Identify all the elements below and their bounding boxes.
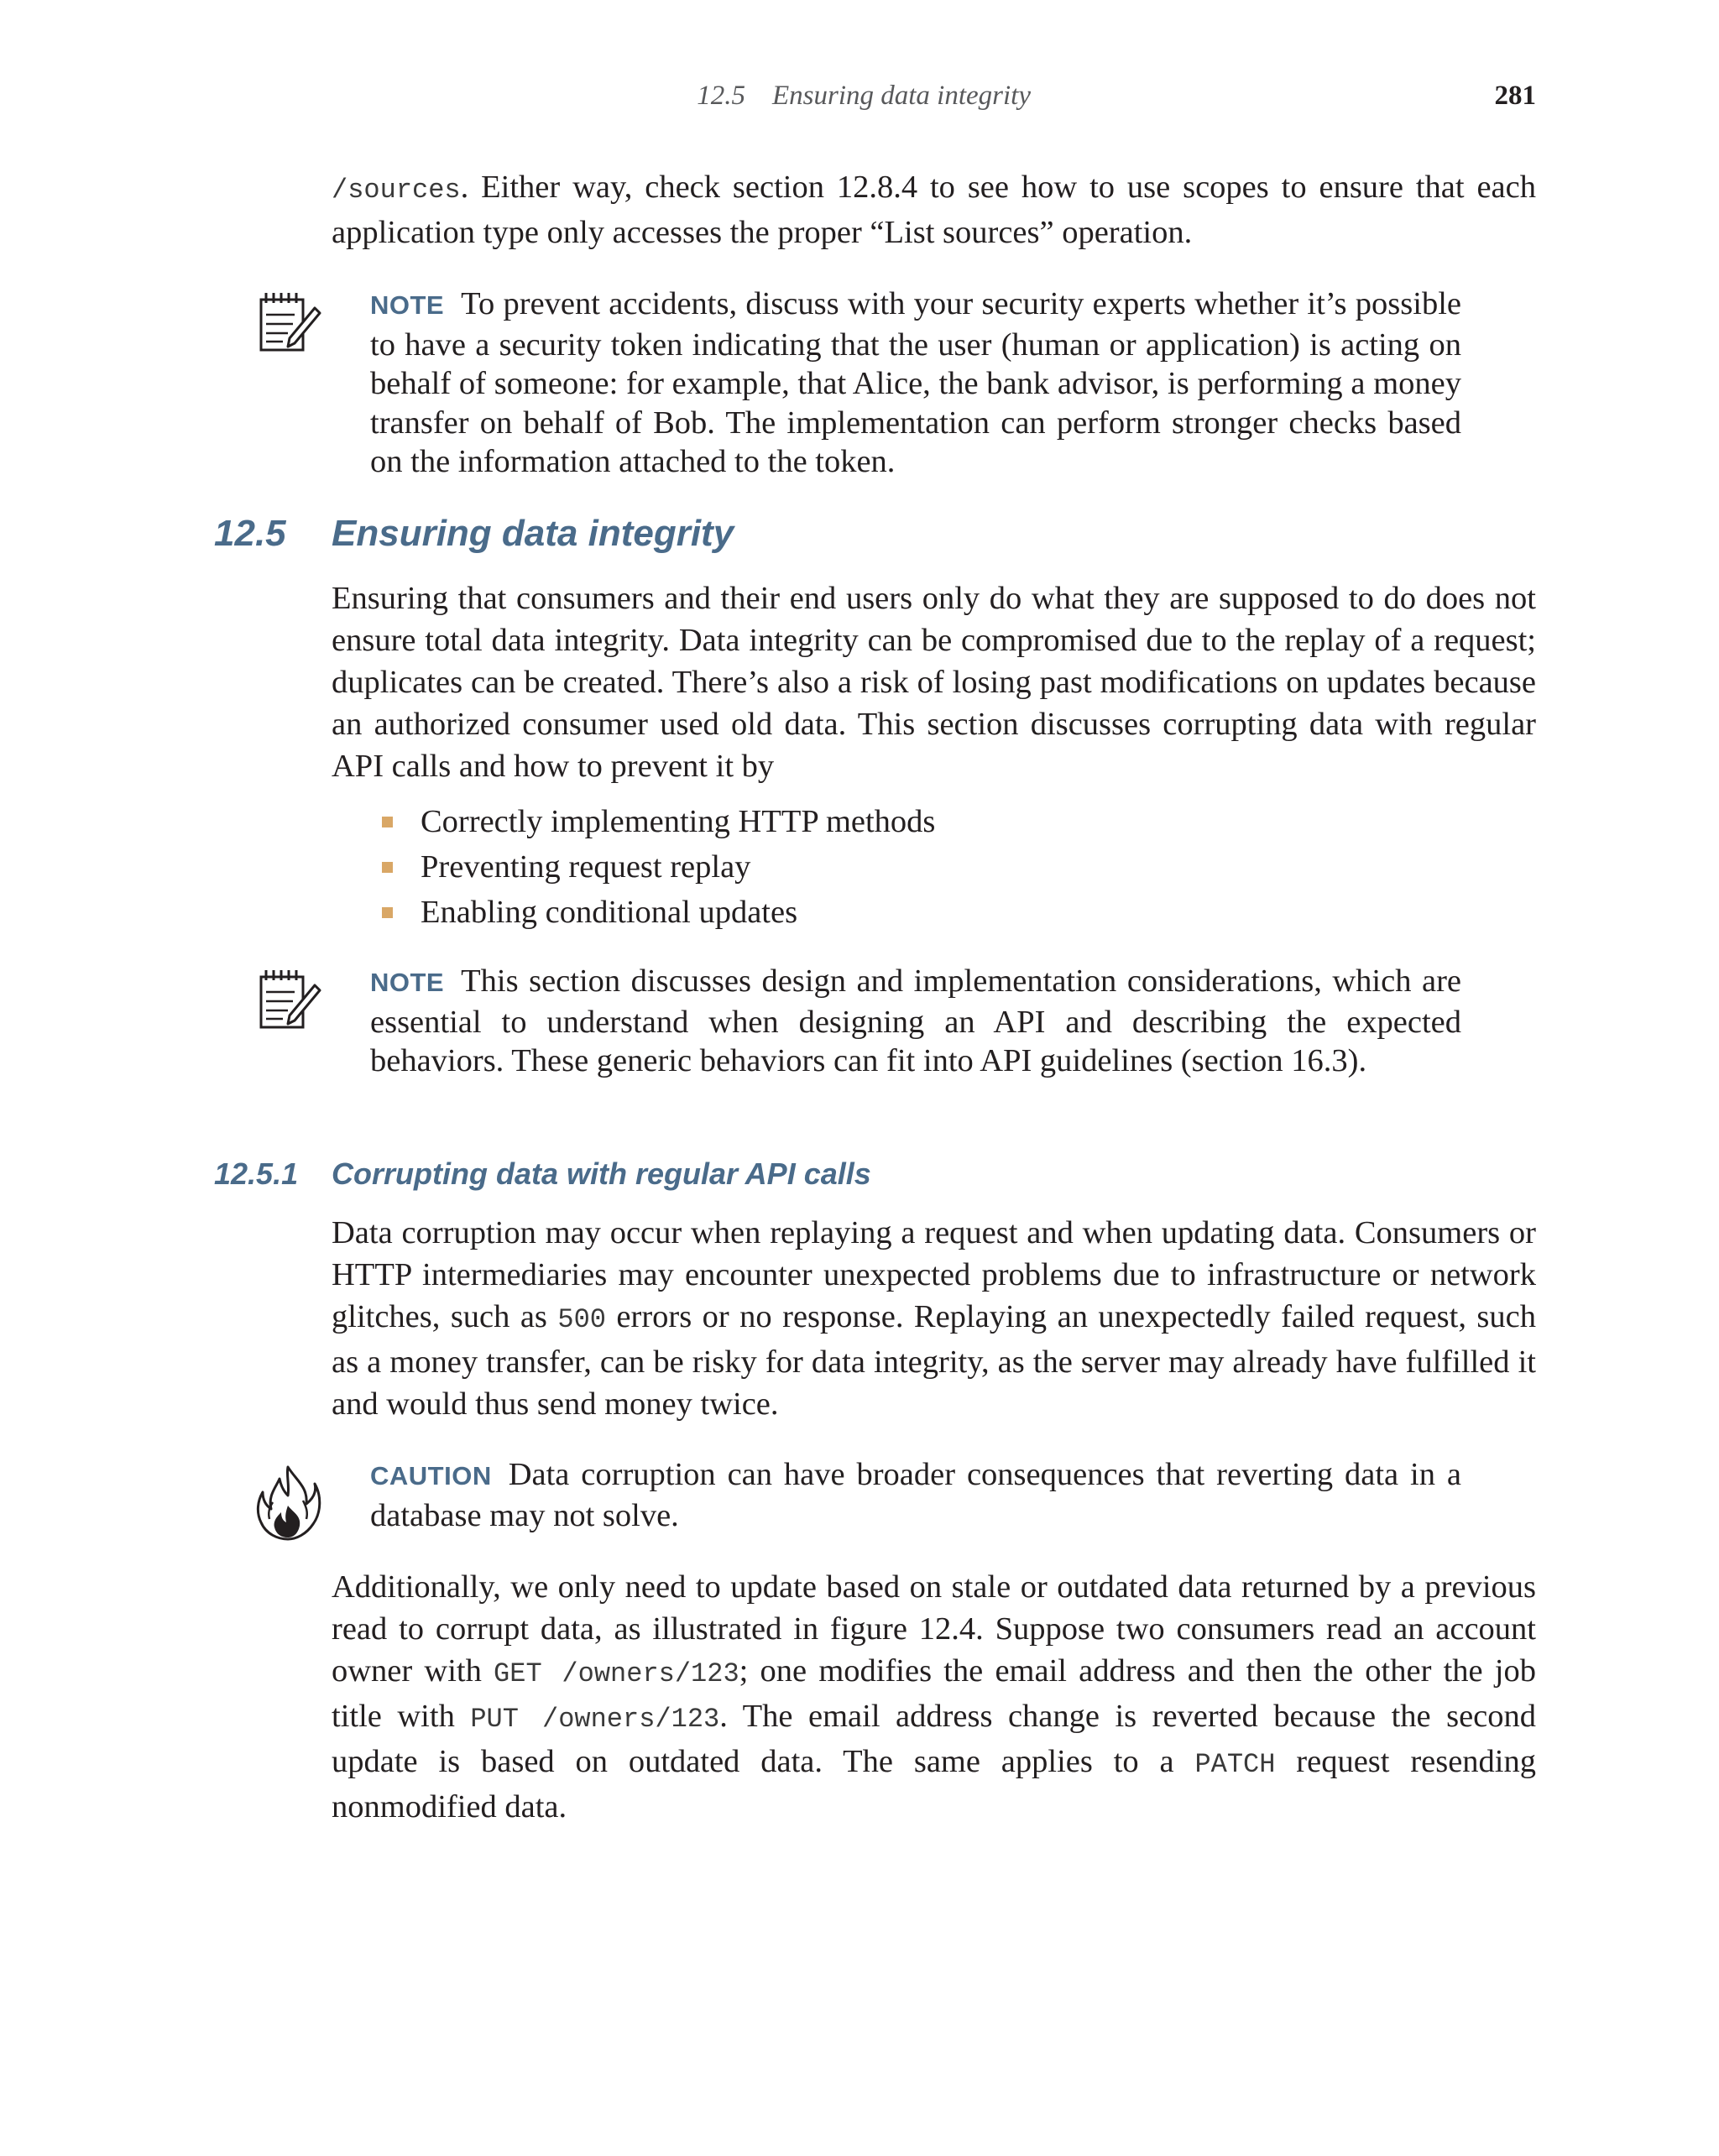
subsection-title: Corrupting data with regular API calls	[332, 1156, 871, 1191]
list-item-text: Preventing request replay	[421, 849, 751, 885]
subsection-heading	[214, 1154, 871, 1194]
note-label: NOTE	[370, 968, 445, 997]
list-item	[382, 890, 935, 935]
inline-code-get: GET /owners/123	[494, 1658, 739, 1689]
text-run: Data corruption may occur when replaying a request and when updating data. Consumers or HTTP intermediaries may encounter unexpected problems due to infrastructure or network glitches, such as	[332, 1215, 1536, 1334]
inline-code-patch: PATCH	[1194, 1749, 1276, 1780]
text-run: . The email address change is reverted because the second update is based on outdated data. The same applies to a	[332, 1699, 1537, 1779]
flame-icon	[254, 1462, 321, 1543]
note-2-text: This section discusses design and implementation considerations, which are essential to understand when designing an API and describing the expected behaviors. These generic behaviors can fit into API guidelines (section 16.3).	[370, 963, 1461, 1078]
bullet-square-icon	[382, 817, 393, 827]
list-item	[382, 799, 935, 844]
bullet-square-icon	[382, 862, 393, 873]
text-run: request resending nonmodified data.	[332, 1744, 1536, 1825]
list-item-text: Correctly implementing HTTP methods	[421, 804, 936, 839]
notepad-icon	[254, 290, 323, 357]
intro-paragraph	[332, 166, 1536, 253]
inline-code-500: 500	[557, 1304, 606, 1335]
running-head-section-title: Ensuring data integrity	[772, 81, 1031, 111]
text-run: Additionally, we only need to update based on stale or outdated data returned by a previous read to corrupt data, as illustrated in figure 12.4. Suppose two consumers read an account owner with	[332, 1569, 1536, 1689]
subsection-number: 12.5.1	[214, 1156, 299, 1191]
section-title: Ensuring data integrity	[332, 513, 734, 554]
caution-text: Data corruption can have broader consequences that reverting data in a database may not solve.	[370, 1457, 1461, 1533]
text-run: errors or no response. Replaying an unexpectedly failed request, such as a money transfer, can be risky for data integrity, as the server may already have fulfilled it and would thus send money twice.	[332, 1299, 1537, 1422]
running-head-section-number: 12.5	[697, 81, 745, 111]
bullet-square-icon	[382, 907, 393, 918]
bullet-list	[382, 799, 935, 935]
inline-code-sources: /sources	[332, 175, 461, 206]
page-number: 281	[1494, 81, 1536, 111]
caution-label: CAUTION	[370, 1461, 492, 1490]
list-item-text: Enabling conditional updates	[421, 895, 798, 930]
subsection-paragraph	[332, 1212, 1536, 1425]
caution-note	[370, 1455, 1461, 1535]
text-run: ; one modifies the email address and then the other the job title with	[332, 1653, 1536, 1734]
note-label: NOTE	[370, 290, 445, 320]
note-1	[370, 285, 1461, 482]
final-paragraph	[332, 1566, 1536, 1828]
running-head	[0, 81, 1031, 112]
notepad-icon	[254, 967, 323, 1034]
note-1-text: To prevent accidents, discuss with your security experts whether it’s possible to have a security token indicating that the user (human or application) is acting on behalf of someone: for example, that Alice, the bank advisor, is performing a money transfer on behalf of Bob. The implementation can perform stronger checks based on the information attached to the token.	[370, 286, 1461, 479]
note-2	[370, 962, 1461, 1081]
section-heading	[214, 510, 734, 557]
section-paragraph: Ensuring that consumers and their end users only do what they are supposed to do does not ensure total data integrity. Data integrity can be compromised due to the replay of a request; duplicates can be created. There’s also a risk of losing past modifications on updates because an authorized consumer used old data. This section discusses corrupting data with regular API calls and how to prevent it by	[332, 581, 1536, 784]
inline-code-put: PUT /owners/123	[470, 1704, 720, 1735]
intro-text: . Either way, check section 12.8.4 to see how to use scopes to ensure that each application type only accesses the proper “List sources” operation.	[332, 170, 1536, 250]
list-item	[382, 844, 935, 890]
section-number: 12.5	[214, 513, 286, 554]
